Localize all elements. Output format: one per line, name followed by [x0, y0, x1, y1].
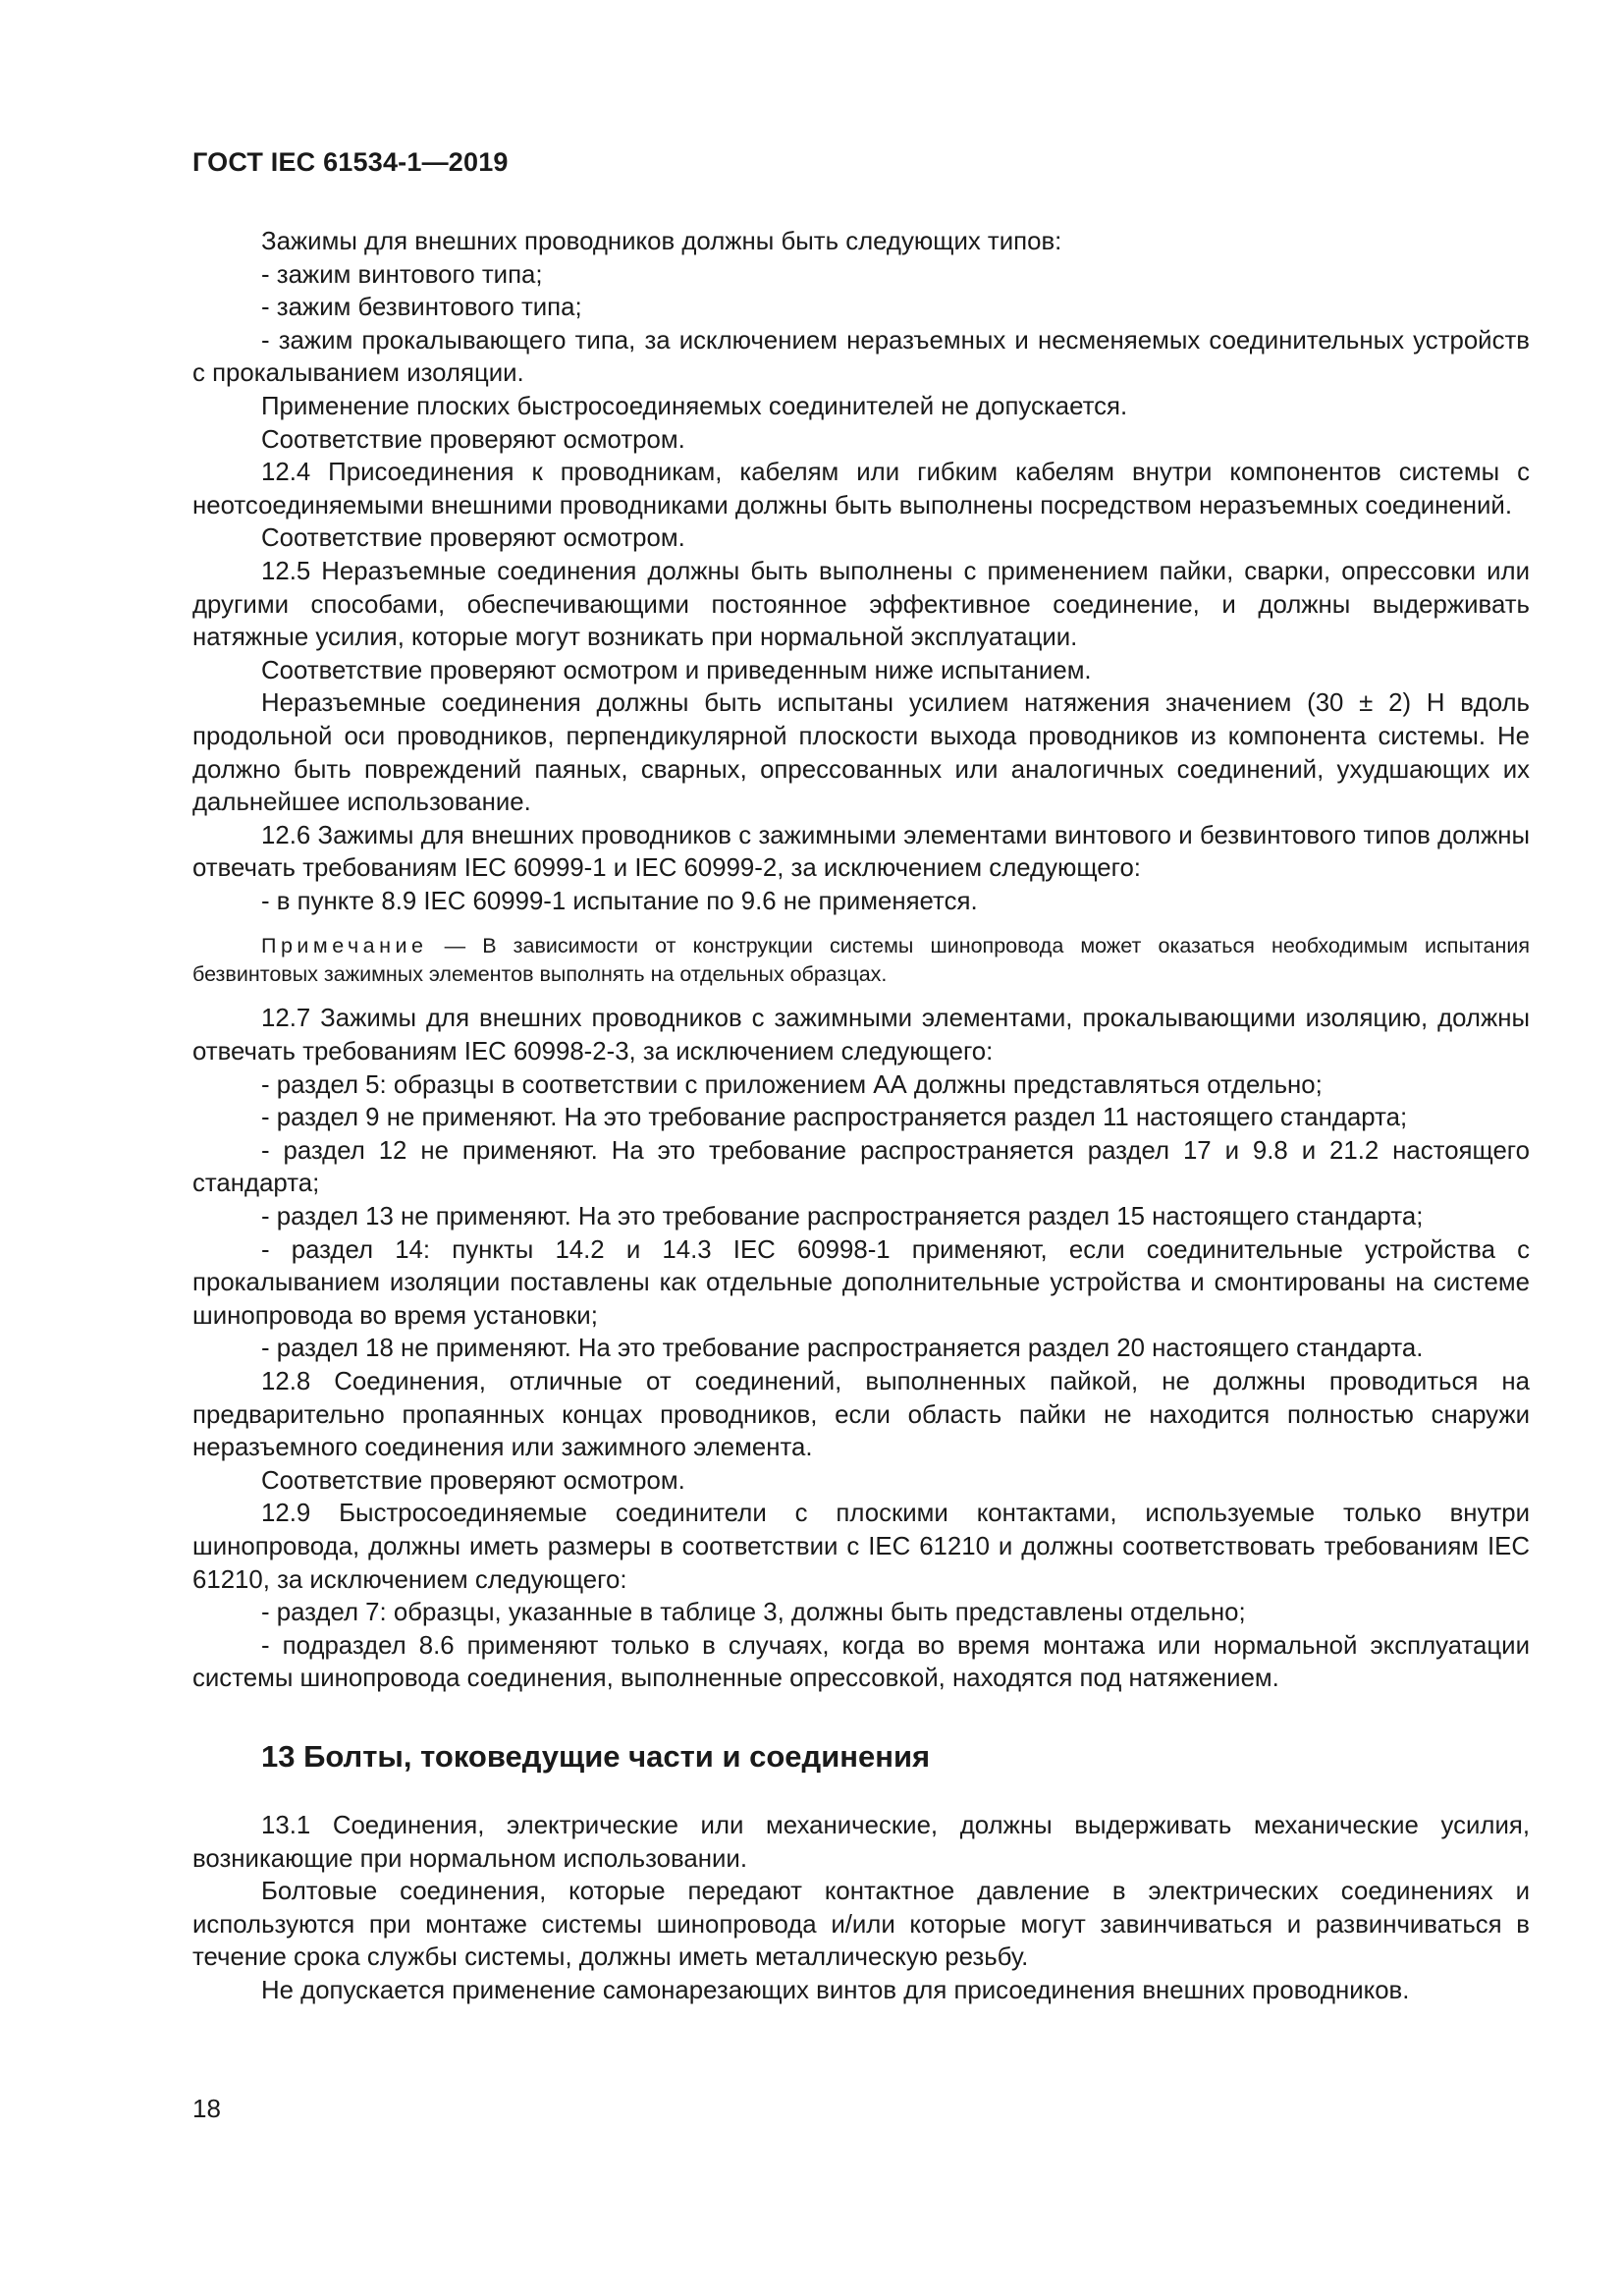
list-item: - зажим винтового типа; [261, 260, 543, 289]
list-item: - зажим безвинтового типа; [261, 294, 582, 322]
clause-12-7: 12.7 Зажимы для внешних проводников с зажимными элементами, прокалывающими изоляцию, должны отвечать требованиям IEC 60998-2-3, за исключением следующего: [192, 1005, 1530, 1066]
paragraph: Не допускается применение самонарезающих винтов для присоединения внешних проводников. [261, 1976, 1410, 2004]
list-item: - раздел 7: образцы, указанные в таблице 3, должны быть представлены отдельно; [261, 1599, 1246, 1627]
list-item: - раздел 5: образцы в соответствии с приложением АА должны представляться отдельно; [261, 1070, 1323, 1099]
clause-12-6: 12.6 Зажимы для внешних проводников с зажимными элементами винтового и безвинтового типов должны отвечать требованиям IEC 60999-1 и IEC 60999-2, за исключением следующего: [192, 821, 1530, 883]
clause-12-5: 12.5 Неразъемные соединения должны быть выполнены с применением пайки, сварки, опрессовки или другими способами, обеспечивающими постоянное эффективное соединение, и должны выдерживать натяжные усилия, которые могут возникать при нормальной эксплуатации. [192, 557, 1530, 652]
clause-12-4: 12.4 Присоединения к проводникам, кабелям или гибким кабелям внутри компонентов системы с неотсоединяемыми внешними проводниками должны быть выполнены посредством неразъемных соединений. [192, 459, 1530, 519]
paragraph: Болтовые соединения, которые передают контактное давление в электрических соединениях и используются при монтаже системы шинопровода и/или которые могут завинчиваться и развинчиваться в течение срока службы системы, должны иметь металлическую резьбу. [192, 1878, 1530, 1972]
paragraph: Зажимы для внешних проводников должны быть следующих типов: [261, 228, 1062, 255]
paragraph: Соответствие проверяют осмотром. [261, 524, 685, 553]
list-item: - зажим прокалывающего типа, за исключением неразъемных и несменяемых соединительных устройств с прокалыванием изоляции. [192, 326, 1530, 388]
page-body [192, 226, 1530, 2008]
paragraph: Соответствие проверяют осмотром. [261, 425, 685, 454]
list-item: - раздел 18 не применяют. На это требование распространяется раздел 20 настоящего стандарта. [261, 1335, 1424, 1363]
note [192, 932, 1530, 989]
list-item: - раздел 9 не применяют. На это требование распространяется раздел 11 настоящего стандарта; [261, 1104, 1408, 1132]
clause-12-9: 12.9 Быстросоединяемые соединители с плоскими контактами, используемые только внутри шинопровода, должны иметь размеры в соответствии с IEC 61210 и должны соответствовать требованиям IEC 61210, за исключением следующего: [192, 1500, 1530, 1594]
list-item: - раздел 13 не применяют. На это требование распространяется раздел 15 настоящего стандарта; [261, 1203, 1424, 1231]
paragraph: Соответствие проверяют осмотром и приведенным ниже испытанием. [261, 656, 1092, 684]
note-label: Примечание [261, 934, 428, 958]
list-item: - раздел 14: пункты 14.2 и 14.3 IEC 60998-1 применяют, если соединительные устройства с прокалыванием изоляции поставлены как отдельные дополнительные устройства и смонтированы на системе шинопровода во время установки; [192, 1235, 1530, 1330]
paragraph: Соответствие проверяют осмотром. [261, 1466, 685, 1495]
note-text: — В зависимости от конструкции системы шинопровода может оказаться необходимым испытания безвинтовых зажимных элементов выполнять на отдельных образцах. [192, 934, 1530, 987]
clause-13-1: 13.1 Соединения, электрические или механические, должны выдерживать механические усилия, возникающие при нормальном использовании. [192, 1811, 1530, 1873]
page-number: 18 [192, 2094, 221, 2123]
section-title: 13 Болты, токоведущие части и соединения [261, 1738, 931, 1774]
document-code: ГОСТ IEC 61534-1—2019 [192, 147, 509, 177]
list-item: - в пункте 8.9 IEC 60999-1 испытание по 9.6 не применяется. [261, 887, 978, 915]
paragraph: Применение плоских быстросоединяемых соединителей не допускается. [261, 392, 1128, 420]
list-item: - раздел 12 не применяют. На это требование распространяется раздел 17 и 9.8 и 21.2 настоящего стандарта; [192, 1136, 1530, 1198]
paragraph: Неразъемные соединения должны быть испытаны усилием натяжения значением (30 ± 2) Н вдоль продольной оси проводников, перпендикулярной плоскости выхода проводников из компонента системы. Не должно быть повреждений паяных, сварных, опрессованных или аналогичных соединений, ухудшающих их дальнейшее использование. [192, 689, 1530, 817]
list-item: - подраздел 8.6 применяют только в случаях, когда во время монтажа или нормальной эксплуатации системы шинопровода соединения, выполненные опрессовкой, находятся под натяжением. [192, 1631, 1530, 1693]
clause-12-8: 12.8 Соединения, отличные от соединений, выполненных пайкой, не должны проводиться на предварительно пропаянных концах проводников, если область пайки не находится полностью снаружи неразъемного соединения или зажимного элемента. [192, 1368, 1530, 1462]
